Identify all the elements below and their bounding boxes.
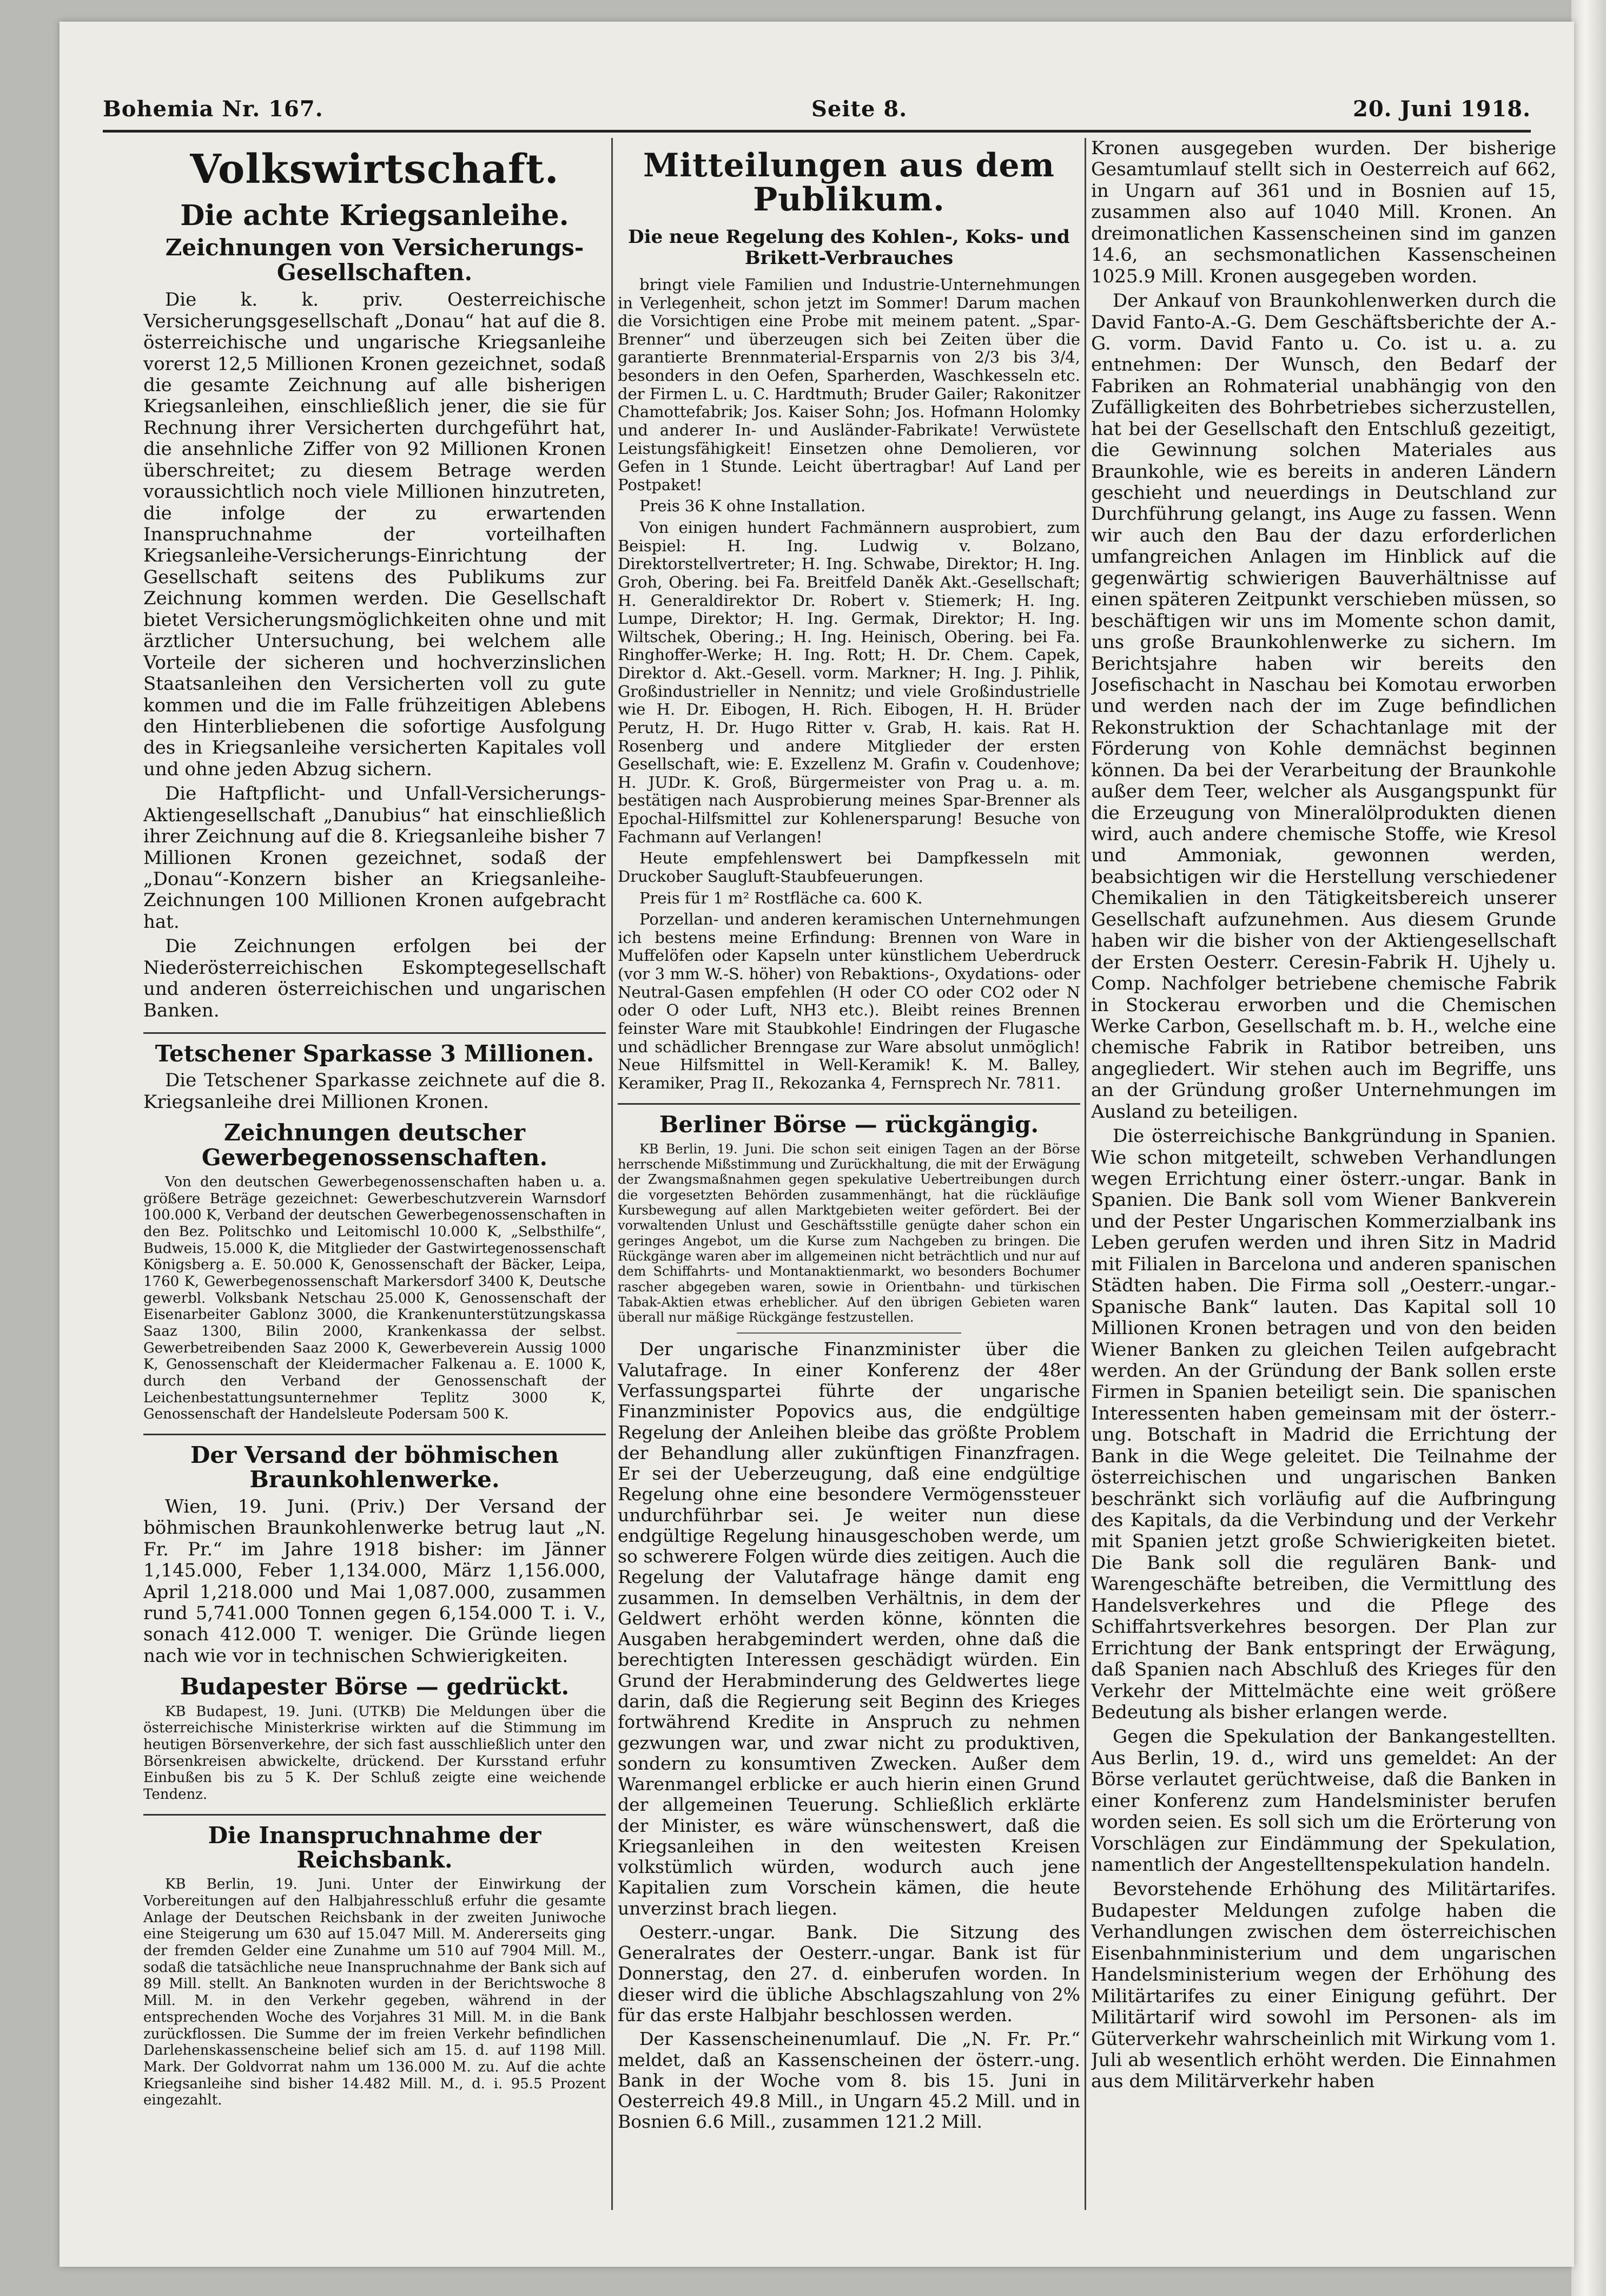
paragraph: KB Berlin, 19. Juni. Unter der Einwirkung der Vorbereitungen auf den Halbjahresschluß erfuhr die gesamte Anlage der Deutschen Reichsbank in der zweiten Juniwoche eine Steigerung um 630 auf 15.047 Mill. M. Andererseits ging der fremden Gelder eine Zunahme um 510 auf 7904 Mill. M., sodaß die tatsächliche neue Inanspruchnahme der Bank sich auf 89 Mill. stellt. An Banknoten wurden in der Berichtswoche 8 Mill. M. in den Verkehr gegeben, während in der entsprechenden Woche des Vorjahres 31 Mill. M. in die Bank zurückflossen. Die Summe der im freien Verkehr befindlichen Darlehenskassenscheine belief sich am 15. d. auf 1198 Mill. Mark. Der Goldvorrat nahm um 136.000 M. zu. Auf die achte Kriegsanleihe sind bisher 14.482 Mill. M., d. i. 95.5 Prozent eingezahlt.: [143, 1876, 606, 2109]
paragraph: Die österreichische Bankgründung in Spanien. Wie schon mitgeteilt, schweben Verhandlungen wegen Errichtung einer österr.-ungar. Bank in Spanien. Die Bank soll vom Wiener Bankverein und der Pester Ungarischen Kommerzialbank ins Leben gerufen werden und ihren Sitz in Madrid mit Filialen in Barcelona und anderen spanischen Städten haben. Die Firma soll „Oesterr.-ungar.-Spanische Bank“ lauten. Das Kapital soll 10 Millionen Kronen betragen und von den beiden Wiener Banken zu gleichen Teilen aufgebracht werden. An der Gründung der Bank sollen erste Firmen in Spanien beteiligt sein. Die spanischen Interessenten haben gemeinsam mit der österr.-ung. Botschaft in Madrid die Errichtung der Bank in die Wege geleitet. Die Teilnahme der österreichischen und ungarischen Banken beschränkt sich vorläufig auf die Aufbringung des Kapitals, da die Verbindung und der Verkehr mit Spanien jetzt große Schwierigkeiten bietet. Die Bank soll die regulären Bank- und Warengeschäfte betreiben, die Vermittlung des Handelsverkehres und die Pflege des Schiffahrtsverkehres besorgen. Der Plan zur Errichtung der Bank entspringt der Erwägung, daß Spanien nach Abschluß des Krieges für den Verkehr der Mittelmächte eine weit größere Bedeutung als bisher erlangen werde.: [1091, 1125, 1556, 1723]
subheadline-versicherungen: Zeichnungen von Versicherungs-Gesellschaften.: [165, 234, 584, 286]
column-1: [143, 138, 606, 2210]
advertisement-headline: Die neue Regelung des Kohlen-, Koks- und Brikett-Verbrauches: [628, 226, 1070, 269]
divider: [143, 1434, 606, 1435]
header-issue: Bohemia Nr. 167.: [103, 96, 323, 122]
column-divider-2: [1085, 138, 1086, 2210]
header-date: 20. Juni 1918.: [1353, 96, 1531, 122]
paragraph: Oesterr.-ungar. Bank. Die Sitzung des Generalrates der Oesterr.-ungar. Bank ist für Donnerstag, den 27. d. einberufen worden. In dieser wird die übliche Abschlagszahlung von 2% für das erste Halbjahr beschlossen werden.: [618, 1921, 1080, 2026]
divider: [143, 1814, 606, 1816]
paragraph: Der Ankauf von Braunkohlenwerken durch die David Fanto-A.-G. Dem Geschäftsberichte der A.-G. vorm. David Fanto u. Co. ist u. a. zu entnehmen: Der Wunsch, den Bedarf der Fabriken an Rohmaterial unabhängig von den Zufälligkeiten des Bohrbetriebes sicherzustellen, hat bei der Gesellschaft den Entschluß gezeitigt, die Gewinnung solchen Materiales aus Braunkohle, wie es bereits in anderen Ländern geschieht und neuerdings in Deutschland zur Durchführung gelangt, ins Auge zu fassen. Wenn wir auch den Bau der dazu erforderlichen umfangreichen Anlagen im Hinblick auf die gegenwärtig schwierigen Bauverhältnisse auf einen späteren Zeitpunkt verschieben müssen, so beschäftigen wir uns im Momente schon damit, uns große Braunkohlenwerke zu sichern. Im Berichtsjahre haben wir bereits den Josefischacht in Naschau bei Komotau erworben und werden nach der im Zuge befindlichen Rekonstruktion der Schachtanlage mit der Förderung von Kohle demnächst beginnen können. Da bei der Verarbeitung der Braunkohle außer dem Teer, welcher als Ausgangspunkt für die Erzeugung von Mineralölprodukten dienen wird, auch andere chemische Stoffe, wie Kresol und Ammoniak, gewonnen werden, beabsichtigen wir die Herstellung verschiedener Chemikalien in den Tätigkeitsbereich unserer Gesellschaft aufzunehmen. Aus diesem Grunde haben wir die bisher von der Aktiengesellschaft der Ersten Oesterr. Ceresin-Fabrik H. Ujhely u. Comp. Nachfolger betriebene chemische Fabrik in Stockerau erworben und die Chemischen Werke Carbon, Gesellschaft m. b. H., welche eine chemische Fabrik in Ratibor betreiben, uns angegliedert. Wir stehen auch im Begriffe, uns an der Gründung großer Unternehmungen im Ausland zu beteiligen.: [1091, 290, 1556, 1123]
divider: [618, 1103, 1080, 1105]
paragraph: Wien, 19. Juni. (Priv.) Der Versand der böhmischen Braunkohlenwerke betrug laut „N. Fr. Pr.“ im Jahre 1918 bisher: im Jänner 1,145.000, Feber 1,134.000, März 1,156.000, April 1,218.000 und Mai 1,087.000, zusammen rund 5,741.000 Tonnen gegen 6,154.000 T. i. V., sonach 412.000 T. weniger. Die Gründe liegen nach wie vor in technischen Schwierigkeiten.: [143, 1495, 606, 1667]
divider: [143, 1032, 606, 1034]
headline-kriegsanleihe: Die achte Kriegsanleihe.: [180, 199, 569, 232]
paragraph: Porzellan- und anderen keramischen Unternehmungen ich bestens meine Erfindung: Brennen von Ware in Muffelöfen oder Kapseln unter künstlichem Ueberdruck (vor 3 mm W.-S. höher) von Rebaktions-, Oxydations- oder Neutral-Gasen empfehlen (H oder CO oder CO2 oder N oder O oder Luft, NH3 etc.). Bleibt reines Brennen feinster Ware mit Staubkohle! Eindringen der Flugasche und schädlicher Brenngase zur Ware absolut unmöglich! Neue Hilfsmittel in Well-Keramik! K. M. Balley, Keramiker, Prag II., Rekozanka 4, Fernsprech Nr. 7811.: [618, 910, 1080, 1092]
section-title-mitteilungen: Mitteilungen aus dem Publikum.: [643, 147, 1055, 219]
paragraph: Die Haftpflicht- und Unfall-Versicherungs-Aktiengesellschaft „Danubius“ hat einschließlich ihrer Zeichnung auf die 8. Kriegsanleihe bisher 7 Millionen Kronen gezeichnet, sodaß der „Donau“-Konzern bisher an Kriegsanleihe-Zeichnungen 100 Millionen Kronen aufgebracht hat.: [143, 783, 606, 933]
paragraph: Bevorstehende Erhöhung des Militärtarifes. Budapester Meldungen zufolge haben die Verhandlungen zwischen dem österreichischen Eisenbahnministerium und dem ungarischen Handelsministerium wegen der Erhöhung des Militärtarifes zu einer Einigung geführt. Der Militärtarif wird sowohl im Personen- als im Güterverkehr wahrscheinlich mit Wirkung vom 1. Juli ab wesentlich erhöht werden. Die Einnahmen aus dem Militärverkehr haben: [1091, 1878, 1556, 2093]
paragraph: Preis 36 K ohne Installation.: [639, 497, 866, 516]
headline-braunkohlenwerke: Der Versand der böhmischen Braunkohlenwerke.: [190, 1442, 559, 1493]
paragraph: KB Budapest, 19. Juni. (UTKB) Die Meldungen über die österreichische Ministerkrise wirkten auf die Stimmung im heutigen Börsenverkehre, der sich fast ausschließlich unter den Börsenkreisen abwickelte, drückend. Der Kursstand erfuhr Einbußen bis zu 5 K. Der Schluß zeigte eine weichende Tendenz.: [143, 1703, 606, 1803]
paragraph: Von den deutschen Gewerbegenossenschaften haben u. a. größere Beträge gezeichnet: Gewerbeschutzverein Warnsdorf 100.000 K, Verband der deutschen Gewerbegenossenschaften in den Bez. Politschko und Leitomischl 10.000 K, „Selbsthilfe“, Budweis, 15.000 K, die Mitglieder der Gastwirtegenossenschaft Königsberg a. E. 50.000 K, Genossenschaft der Bäcker, Leipa, 1760 K, Gewerbegenossenschaft Markersdorf 3400 K, Deutsche gewerbl. Volksbank Netschau 25.000 K, Genossenschaft der Eisenarbeiter Gablonz 3000, die Krankenunterstützungskassa Saaz 1300, Bilin 2000, Krankenkassa der selbst. Gewerbetreibenden Saaz 2000 K, Gewerbeverein Aussig 1000 K, Genossenschaft der Kleidermacher Falkenau a. E. 1000 K, durch den Verband der Genossenschaft der Leichenbestattungsunternehmer Teplitz 3000 K, Genossenschaft der Handelsleute Podersam 500 K.: [143, 1174, 606, 1423]
divider: [737, 1332, 961, 1334]
column-2: [618, 138, 1080, 2210]
paragraph: Die Zeichnungen erfolgen bei der Niederösterreichischen Eskomptegesellschaft und anderen österreichischen und ungarischen Banken.: [143, 935, 606, 1021]
paragraph: Die Tetschener Sparkasse zeichnete auf die 8. Kriegsanleihe drei Millionen Kronen.: [143, 1070, 606, 1113]
section-title-volkswirtschaft: Volkswirtschaft.: [190, 146, 559, 193]
header-page-number: Seite 8.: [811, 96, 908, 122]
page-spine: [1571, 0, 1606, 2296]
paragraph: bringt viele Familien und Industrie-Unternehmungen in Verlegenheit, schon jetzt im Sommer! Darum machen die Vorsichtigen eine Probe mit meinem patent. „Spar-Brenner“ und überzeugen sich bei Zeiten über die garantierte Brennmaterial-Ersparnis von 2/3 bis 3/4, besonders in den Oefen, Sparherden, Waschkesseln etc. der Firmen L. u. C. Hardtmuth; Bruder Gailer; Rakonitzer Chamottefabrik; Jos. Kaiser Sohn; Jos. Hofmann Holomky und anderer In- und Ausländer-Fabrikate! Verwüstete Leistungsfähigkeit! Einsetzen ohne Demolieren, vor Gefen in 1 Stunde. Leicht übertragbar! Auf Land per Postpaket!: [618, 275, 1080, 494]
column-3: [1091, 138, 1556, 2210]
headline-reichsbank: Die Inanspruchnahme der Reichsbank.: [208, 1822, 541, 1873]
headline-gewerbegenossenschaften: Zeichnungen deutscher Gewerbegenossenschaften.: [201, 1119, 548, 1171]
paragraph: KB Berlin, 19. Juni. Die schon seit einigen Tagen an der Börse herrschende Mißstimmung und Zurückhaltung, die mit der Erwägung der Zwangsmaßnahmen gegen spekulative Uebertreibungen durch die vorgesetzten Behörden zusammenhängt, hat die rückläufige Kursbewegung auf allen Marktgebieten weiter gefördert. Bei der vorwaltenden Unlust und Geschäftsstille genügte daher schon ein geringes Angebot, um die Kurse zum Nachgeben zu bringen. Die Rückgänge waren aber im allgemeinen nicht beträchtlich und nur auf dem Schiffahrts- und Montanaktienmarkt, wo besonders Bochumer rascher abgegeben waren, sowie in Orientbahn- und türkischen Tabak-Aktien etwas erheblicher. Auf den übrigen Gebieten waren überall nur mäßige Rückgänge festzustellen.: [618, 1141, 1080, 1325]
header-rule: [103, 130, 1531, 133]
paragraph: Der Kassenscheinenumlauf. Die „N. Fr. Pr.“ meldet, daß an Kassenscheinen der österr.-ung. Bank in der Woche vom 8. bis 15. Juni in Oesterreich 49.8 Mill., in Ungarn 45.2 Mill. und in Bosnien 6.6 Mill., zusammen 121.2 Mill.: [618, 2028, 1080, 2133]
paragraph: Die k. k. priv. Oesterreichische Versicherungsgesellschaft „Donau“ hat auf die 8. österreichische und ungarische Kriegsanleihe vorerst 12,5 Millionen Kronen gezeichnet, sodaß die gesamte Zeichnung auf alle bisherigen Kriegsanleihen, einschließlich jener, die sie für Rechnung ihrer Versicherten durchgeführt hat, die ansehnliche Ziffer von 92 Millionen Kronen überschreitet; zu diesem Betrage werden voraussichtlich noch viele Millionen hinzutreten, die infolge der zu erwartenden Inanspruchnahme der vorteilhaften Kriegsanleihe-Versicherungs-Einrichtung der Gesellschaft seitens des Publikums zur Zeichnung kommen werden. Die Gesellschaft bietet Versicherungsmöglichkeiten ohne und mit ärztlicher Untersuchung, bei welchem alle Vorteile der sicheren und hochverzinslichen Staatsanleihen den Versicherten voll zu gute kommen und die im Falle frühzeitigen Ablebens den Hinterbliebenen die sofortige Ausfolgung des in Kriegsanleihe versicherten Kapitales voll und ohne jeden Abzug sichern.: [143, 289, 606, 780]
paragraph: Kronen ausgegeben wurden. Der bisherige Gesamtumlauf stellt sich in Oesterreich auf 662, in Ungarn auf 361 und in Bosnien auf 15, zusammen also auf 1040 Mill. Kronen. An dreimonatlichen Kassenscheinen sind im ganzen 14.6, an sechsmonatlichen Kassenscheinen 1025.9 Mill. Kronen ausgegeben worden.: [1091, 138, 1556, 287]
paragraph: Heute empfehlenswert bei Dampfkesseln mit Druckober Saugluft-Staubfeuerungen.: [618, 849, 1080, 886]
paragraph: Preis für 1 m² Rostfläche ca. 600 K.: [639, 888, 923, 907]
headline-tetschener: Tetschener Sparkasse 3 Millionen.: [155, 1040, 594, 1067]
paragraph: Der ungarische Finanzminister über die Valutafrage. In einer Konferenz der 48er Verfassungspartei führte der ungarische Finanzminister Popovics aus, die endgültige Regelung der Anleihen bleibe das größte Problem der Behandlung aller zukünftigen Finanzfragen. Er sei der Ueberzeugung, daß eine endgültige Regelung ohne eine besondere Vermögenssteuer undurchführbar sei. Je weiter nun diese endgültige Regelung hinausgeschoben werde, um so schwerere Folgen würde dies zeitigen. Auch die Regelung der Valutafrage hänge damit eng zusammen. In demselben Verhältnis, in dem der Geldwert erhöht werden könne, könnten die Ausgaben herabgemindert werden, ohne daß die berechtigten Interessen geschädigt würden. Ein Grund der Herabminderung des Geldwertes liege darin, daß die Regierung seit Beginn des Krieges fortwährend Kredite in Anspruch zu nehmen gezwungen war, und zwar nicht zu produktiven, sondern zu konsumtiven Zwecken. Außer dem Warenmangel erblicke er auch hierin einen Grund der allgemeinen Teuerung. Schließlich erklärte der Minister, es wäre wünschenswert, daß die Kriegsanleihen in den weitesten Kreisen volkstümlich würden, wodurch auch jene Kapitalien zum Vorschein kämen, die heute unverzinst brach liegen.: [618, 1338, 1080, 1919]
paragraph: Von einigen hundert Fachmännern ausprobiert, zum Beispiel: H. Ing. Ludwig v. Bolzano, Direktorstellvertreter; H. Ing. Schwabe, Direktor; H. Ing. Groh, Obering. bei Fa. Breitfeld Daněk Akt.-Gesellschaft; H. Generaldirektor Dr. Robert v. Stiemerk; H. Ing. Lumpe, Direktor; H. Ing. Germak, Direktor; H. Ing. Wiltschek, Obering.; H. Ing. Heinisch, Obering. bei Fa. Ringhoffer-Werke; H. Ing. Rott; H. Dr. Chem. Capek, Direktor d. Akt.-Gesell. vorm. Markner; H. Ing. J. Pihlik, Großindustrieller in Nennitz; und viele Großindustrielle wie H. Dr. Eibogen, H. Rich. Eibogen, H. H. Brüder Perutz, H. Dr. Hugo Ritter v. Grab, H. kais. Rat H. Rosenberg und andere Mitglieder der ersten Gesellschaft, wie: E. Exzellenz M. Grafin v. Coudenhove; H. JUDr. K. Groß, Bürgermeister von Prag u. a. m. bestätigen nach Ausprobierung meines Spar-Brenner als Epochal-Hilfsmittel zur Kohlenersparung! Besuche von Fachmann auf Verlangen!: [618, 518, 1080, 846]
headline-berliner-boerse: Berliner Börse — rückgängig.: [659, 1111, 1039, 1138]
page-header: [103, 81, 1531, 130]
headline-budapester-boerse: Budapester Börse — gedrückt.: [180, 1673, 570, 1700]
column-divider-1: [611, 138, 613, 2210]
paragraph: Gegen die Spekulation der Bankangestellten. Aus Berlin, 19. d., wird uns gemeldet: An der Börse verlautet gerüchtweise, daß die Banken in einer Konferenz zum Handelsminister berufen worden seien. Es soll sich um die Erörterung von Vorschlägen zur Eindämmung der Spekulation, namentlich der Angestelltenspekulation handeln.: [1091, 1726, 1556, 1876]
